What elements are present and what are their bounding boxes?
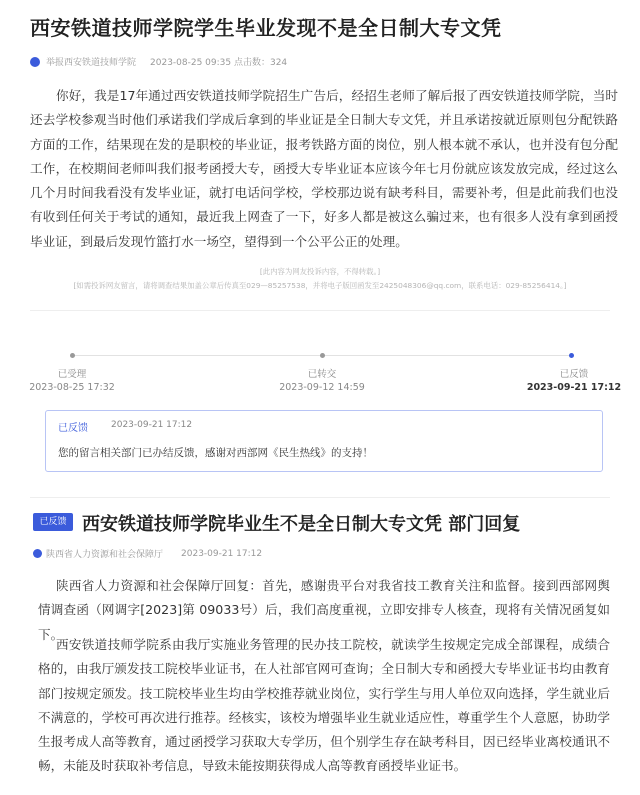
notice-line-1: [此内容为网友投诉内容，不得转载。]	[259, 267, 381, 276]
reply-title: 西安铁道技师学院毕业生不是全日制大专文凭 部门回复	[82, 514, 521, 535]
feedback-time: 2023-09-21 17:12	[111, 420, 193, 430]
feedback-box	[45, 410, 603, 472]
timeline-dot-transferred	[320, 353, 325, 358]
post-title: 西安铁道技师学院学生毕业发现不是全日制大专文凭	[30, 16, 502, 40]
timeline-date-accepted: 2023-08-25 17:32	[29, 382, 115, 393]
timeline-dot-accepted	[70, 353, 75, 358]
timeline-label-transferred: 已转交	[307, 369, 337, 380]
post-time-info: 2023-08-25 09:35 点击数：324	[150, 58, 288, 68]
reply-paragraph-2: 西安铁道技师学院系由我厅实施业务管理的民办技工院校，就读学生按规定完成全部课程，成绩合格的，由我厅颁发技工院校毕业证书，在人社部官网可查询；全日制大专和函授大专毕业证书均由教育部门按规定颁发。技工院校毕业生均由学校推荐就业岗位，实行学生与用人单位双向选择，学生就业后不满意的，学校可再次进行推荐。经核实，该校为增强毕业生就业适应性，尊重学生个人意愿，协助学生报考成人高等教育，通过函授学习获取大专学历，但个别学生存在缺考科目，因已经毕业离校通讯不畅，未能及时获取补考信息，导致未能按期获得成人高等教育函授毕业证书。	[38, 637, 610, 774]
timeline-label-replied: 已反馈	[559, 369, 589, 380]
reply-time: 2023-09-21 17:12	[181, 548, 263, 559]
notice-line-2: [如需投诉网友留言，请将调查结果加盖公章后传真至029—85257538，并将电子版回函发至2425048306@qq.com，联系电话：029-85256414。]	[73, 281, 567, 290]
reply-paragraph-1: 陕西省人力资源和社会保障厅回复：首先，感谢贵平台对我省技工教育关注和监督。接到西部网舆情调查函（网调字[2023]第 09033号）后，我们高度重视，立即安排专人核查，现将有关情况函复如下。	[38, 578, 610, 642]
post-content: 你好，我是17年通过西安铁道技师学院招生广告后，经招生老师了解后报了西安铁道技师学院，当时还去学校参观当时他们承诺我们学成后拿到的毕业证是全日制大专文凭，并且承诺按就近原则包分配铁路方面的工作，结果现在发的是职校的毕业证，报考铁路方面的岗位，别人根本就不承认，也并没有包分配工作，在校期间老师叫我们报考函授大专，函授大专毕业证本应该今年七月份就应该发放完成，经过这么几个月时间我看没有发毕业证，就打电话问学校，学校那边说有缺考科目，需要补考，但是此前我们也没有收到任何关于考试的通知，最近我上网查了一下，好多人都是被这么骗过来，也有很多人没有拿到函授毕业证，到最后发现竹篮打水一场空，望得到一个公平公正的处理。	[30, 88, 618, 249]
divider	[30, 497, 610, 498]
reply-source[interactable]: 陕西省人力资源和社会保障厅	[46, 550, 164, 560]
divider	[30, 310, 610, 311]
post-meta	[30, 55, 287, 68]
timeline-label-accepted: 已受理	[57, 369, 87, 380]
post-source[interactable]: 举报西安铁道技师学院	[46, 58, 137, 68]
department-icon	[33, 549, 42, 558]
feedback-text: 您的留言相关部门已办结反馈，感谢对西部网《民生热线》的支持！	[58, 447, 373, 459]
user-icon	[30, 57, 40, 67]
timeline-date-transferred: 2023-09-12 14:59	[279, 382, 365, 393]
feedback-tag: 已反馈	[58, 423, 88, 434]
status-badge: 已反馈	[33, 513, 73, 531]
reply-meta	[33, 547, 262, 560]
timeline-date-replied: 2023-09-21 17:12	[526, 382, 622, 393]
timeline-dot-replied	[569, 353, 574, 358]
